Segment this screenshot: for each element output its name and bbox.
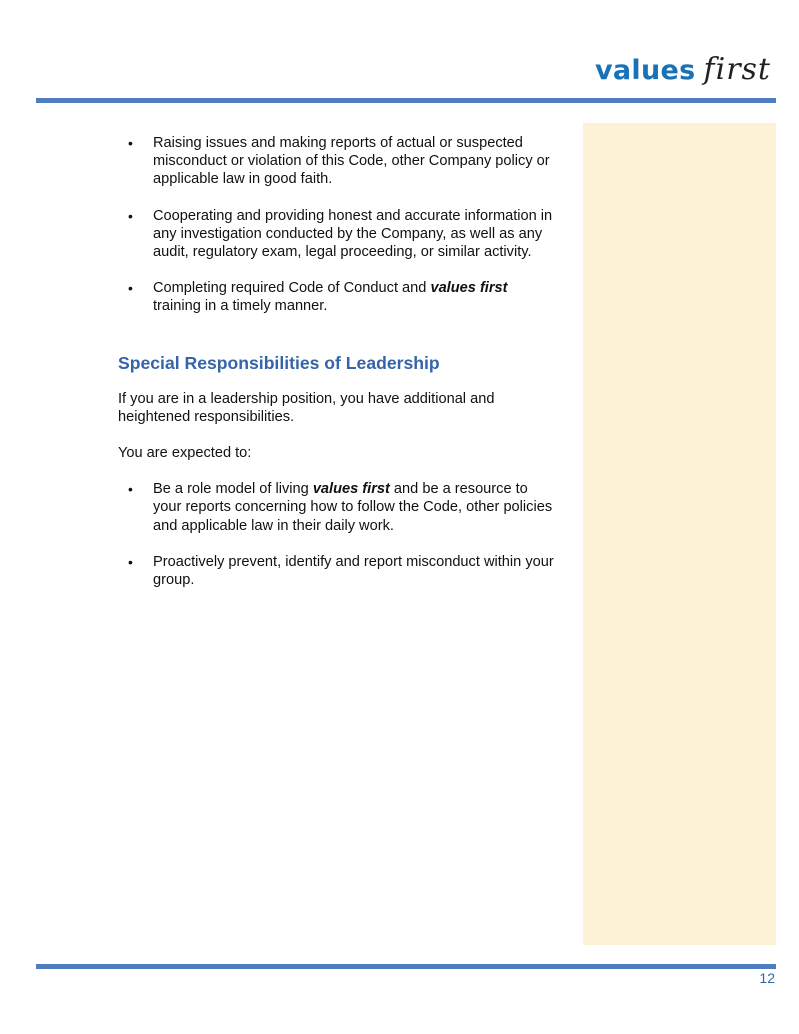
- sidebar-panel: [583, 123, 776, 945]
- section-intro: If you are in a leadership position, you have additional and heightened responsibilities.: [118, 390, 495, 425]
- list-item-text-before: Be a role model of living: [153, 481, 313, 498]
- footer-rule: [36, 964, 776, 969]
- page-number: 12: [759, 970, 775, 986]
- spacer: [118, 334, 558, 352]
- list-item: [118, 480, 558, 535]
- logo-script: first: [703, 52, 771, 87]
- list-item: [118, 134, 558, 189]
- bullet-icon: •: [128, 207, 133, 224]
- logo-word: values: [595, 55, 696, 86]
- list-item-text-after: training in a timely manner.: [153, 298, 328, 315]
- values-first-logo: [595, 52, 771, 92]
- leadership-list: [118, 480, 558, 589]
- main-content: [118, 134, 558, 607]
- responsibilities-list: [118, 134, 558, 316]
- values-first-emphasis: values first: [430, 280, 508, 297]
- list-item-text: Cooperating and providing honest and accurate information in any investigation conducted by the Company, as well as any audit, regulatory exam, legal proceeding, or similar activity.: [153, 207, 553, 261]
- list-item-text: Raising issues and making reports of actual or suspected misconduct or violation of this Code, other Company policy or applicable law in good faith.: [153, 135, 550, 188]
- list-item: [118, 553, 558, 589]
- section-heading: Special Responsibilities of Leadership: [118, 352, 440, 373]
- list-item-text-after: and be a resource to your reports concerning how to follow the Code, other policies and applicable law in their daily work.: [153, 481, 553, 534]
- bullet-icon: •: [128, 553, 133, 570]
- bullet-icon: •: [128, 135, 133, 151]
- bullet-icon: •: [128, 280, 133, 297]
- header-rule: [36, 98, 776, 103]
- bullet-icon: •: [128, 481, 133, 498]
- list-item: [118, 207, 558, 262]
- list-item-text-before: Completing required Code of Conduct and: [153, 280, 431, 297]
- expected-label: You are expected to:: [118, 445, 252, 462]
- list-item-text: Proactively prevent, identify and report misconduct within your group.: [153, 553, 554, 589]
- values-first-emphasis: values first: [312, 481, 390, 498]
- list-item: [118, 279, 558, 315]
